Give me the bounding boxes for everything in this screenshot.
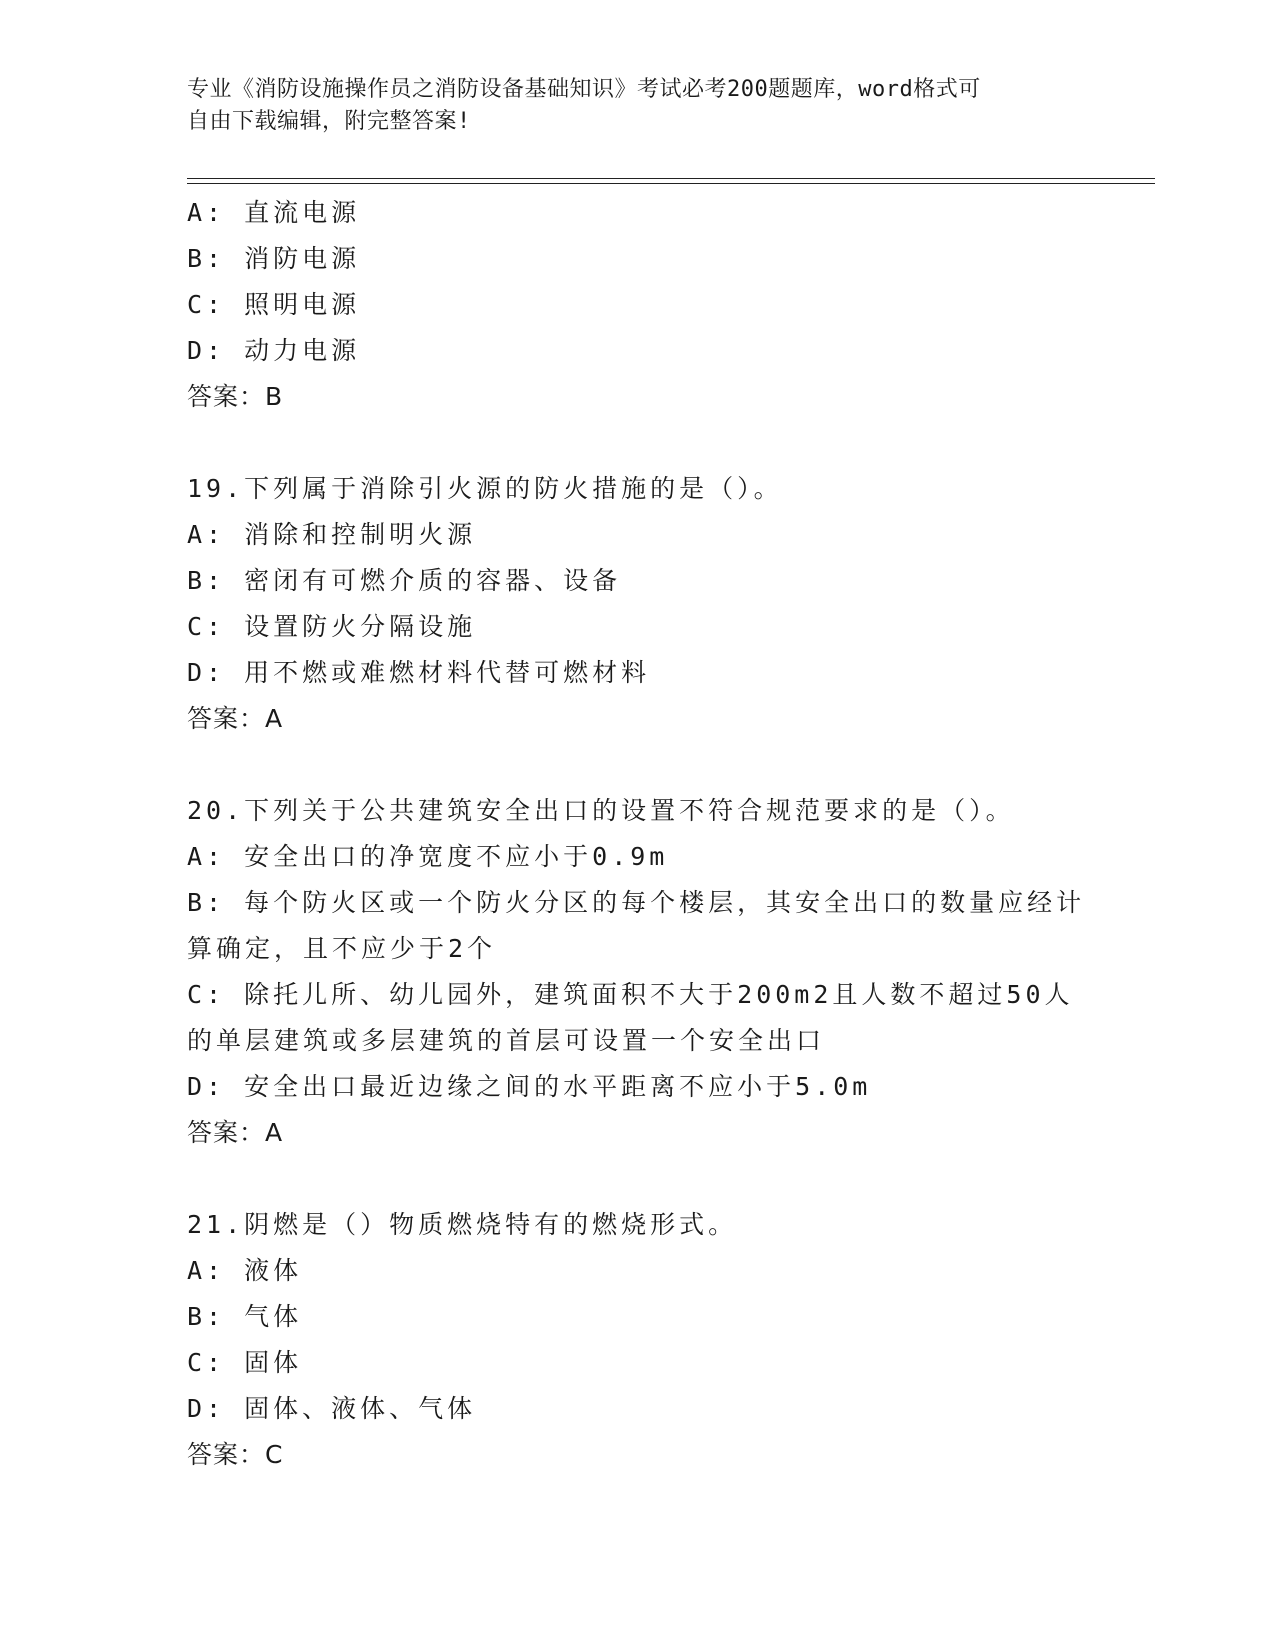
answer: 答案：C xyxy=(187,1440,284,1469)
question-list xyxy=(187,190,1087,1478)
option-c: C: 固体 xyxy=(187,1348,303,1377)
option-b: B: 消防电源 xyxy=(187,244,361,273)
spacer xyxy=(187,420,1087,466)
answer: 答案：A xyxy=(187,704,284,733)
option-b: B: 每个防火区或一个防火分区的每个楼层，其安全出口的数量应经计 xyxy=(187,888,1086,917)
question-21 xyxy=(187,1202,1087,1478)
question-stem: 21.阴燃是（）物质燃烧特有的燃烧形式。 xyxy=(187,1210,738,1239)
option-d: D: 用不燃或难燃材料代替可燃材料 xyxy=(187,658,651,687)
header-divider-top xyxy=(187,178,1155,179)
spacer xyxy=(187,1156,1087,1202)
option-b: B: 气体 xyxy=(187,1302,303,1331)
option-c: C: 照明电源 xyxy=(187,290,361,319)
option-b-continued: 算确定，且不应少于2个 xyxy=(187,934,497,963)
option-d: D: 固体、液体、气体 xyxy=(187,1394,477,1423)
option-b: B: 密闭有可燃介质的容器、设备 xyxy=(187,566,622,595)
option-a: A: 安全出口的净宽度不应小于0.9m xyxy=(187,842,669,871)
option-c: C: 除托儿所、幼儿园外，建筑面积不大于200m2且人数不超过50人 xyxy=(187,980,1074,1009)
header-line-2: 自由下载编辑，附完整答案! xyxy=(187,109,471,134)
answer: 答案：A xyxy=(187,1118,284,1147)
question-stem: 19.下列属于消除引火源的防火措施的是（）。 xyxy=(187,474,783,503)
spacer xyxy=(187,742,1087,788)
question-stem: 20.下列关于公共建筑安全出口的设置不符合规范要求的是（）。 xyxy=(187,796,1015,825)
question-20 xyxy=(187,788,1087,1156)
option-d: D: 安全出口最近边缘之间的水平距离不应小于5.0m xyxy=(187,1072,872,1101)
option-d: D: 动力电源 xyxy=(187,336,361,365)
question-19 xyxy=(187,466,1087,742)
option-a: A: 液体 xyxy=(187,1256,303,1285)
question-18 xyxy=(187,190,1087,420)
option-a: A: 直流电源 xyxy=(187,198,361,227)
answer: 答案：B xyxy=(187,382,284,411)
header-line-1: 专业《消防设施操作员之消防设备基础知识》考试必考200题题库，word格式可 xyxy=(187,77,981,102)
document-header xyxy=(187,74,1087,138)
header-divider-bottom xyxy=(187,183,1155,184)
option-c: C: 设置防火分隔设施 xyxy=(187,612,477,641)
option-c-continued: 的单层建筑或多层建筑的首层可设置一个安全出口 xyxy=(187,1026,826,1055)
option-a: A: 消除和控制明火源 xyxy=(187,520,477,549)
